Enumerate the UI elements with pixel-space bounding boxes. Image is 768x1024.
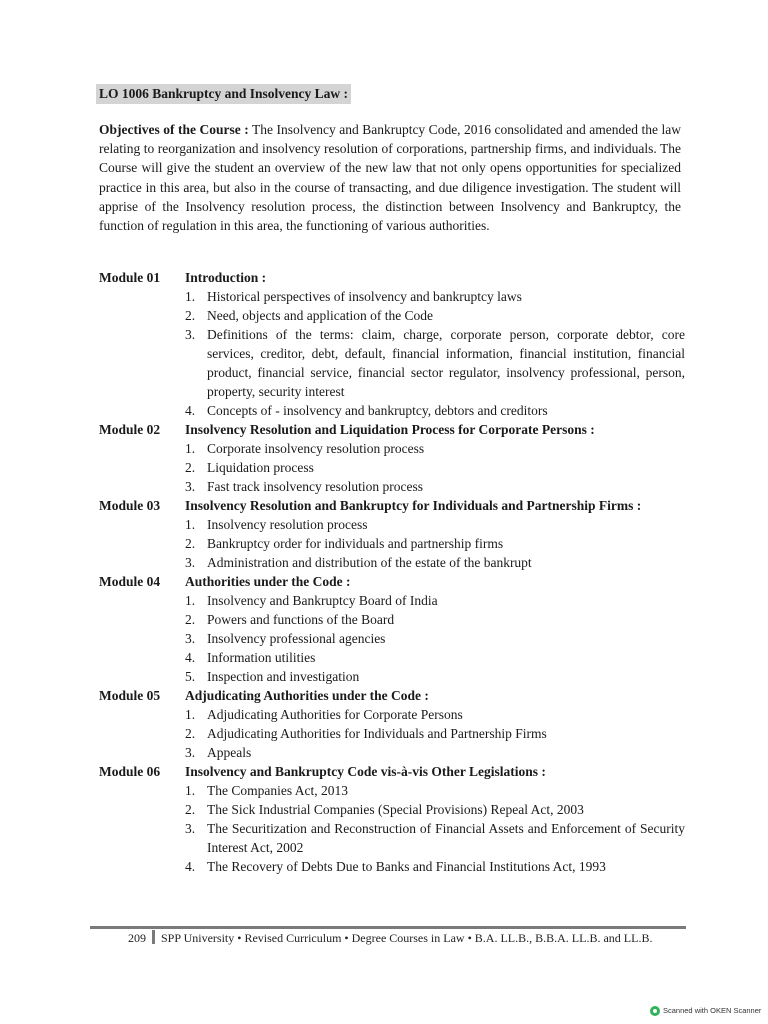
module-title: Insolvency and Bankruptcy Code vis-à-vis Other Legislations : xyxy=(185,764,546,779)
item-number: 1. xyxy=(185,441,196,456)
list-item xyxy=(185,705,685,724)
item-number: 4. xyxy=(185,650,196,665)
item-number: 1. xyxy=(185,593,196,608)
course-heading: LO 1006 Bankruptcy and Insolvency Law : xyxy=(96,84,351,104)
module-06 xyxy=(99,762,685,876)
footer-divider xyxy=(90,926,686,929)
list-item xyxy=(185,534,685,553)
item-text: Adjudicating Authorities for Individuals and Partnership Firms xyxy=(207,726,547,741)
item-number: 2. xyxy=(185,536,196,551)
item-number: 1. xyxy=(185,517,196,532)
scanner-logo-icon xyxy=(650,1006,660,1016)
module-items xyxy=(185,705,685,762)
module-02 xyxy=(99,420,685,496)
list-item xyxy=(185,401,685,420)
item-text: Concepts of - insolvency and bankruptcy, debtors and creditors xyxy=(207,403,548,418)
list-item xyxy=(185,515,685,534)
item-number: 2. xyxy=(185,802,196,817)
scanner-watermark-text: Scanned with OKEN Scanner xyxy=(663,1006,762,1015)
item-number: 2. xyxy=(185,726,196,741)
item-text: Historical perspectives of insolvency and bankruptcy laws xyxy=(207,289,522,304)
module-05 xyxy=(99,686,685,762)
module-label: Module 04 xyxy=(99,574,161,589)
list-item xyxy=(185,325,685,401)
item-text: The Sick Industrial Companies (Special Provisions) Repeal Act, 2003 xyxy=(207,802,584,817)
list-item xyxy=(185,553,685,572)
item-number: 1. xyxy=(185,707,196,722)
list-item xyxy=(185,667,685,686)
item-number: 4. xyxy=(185,859,196,874)
list-item xyxy=(185,439,685,458)
footer-caption: SPP University • Revised Curriculum • Degree Courses in Law • B.A. LL.B., B.B.A. LL.B. and LL.B. xyxy=(161,931,653,945)
module-title: Adjudicating Authorities under the Code : xyxy=(185,688,429,703)
module-label: Module 03 xyxy=(99,498,161,513)
item-text: Inspection and investigation xyxy=(207,669,360,684)
item-text: Information utilities xyxy=(207,650,316,665)
list-item xyxy=(185,306,685,325)
item-text: Insolvency and Bankruptcy Board of India xyxy=(207,593,438,608)
item-number: 4. xyxy=(185,403,196,418)
item-text: Insolvency professional agencies xyxy=(207,631,386,646)
module-title: Authorities under the Code : xyxy=(185,574,351,589)
item-text: Liquidation process xyxy=(207,460,314,475)
item-number: 3. xyxy=(185,327,196,342)
item-text: Administration and distribution of the estate of the bankrupt xyxy=(207,555,532,570)
module-items xyxy=(185,591,685,686)
item-number: 3. xyxy=(185,821,196,836)
item-text: The Companies Act, 2013 xyxy=(207,783,348,798)
list-item xyxy=(185,287,685,306)
item-text: Definitions of the terms: claim, charge, corporate person, corporate debtor, core services, creditor, debt, default, financial information, financial institution, financial product, financial service, financial sector regulator, insolvency professional, person, property, security interest xyxy=(207,327,685,399)
module-label: Module 01 xyxy=(99,270,161,285)
list-item xyxy=(185,648,685,667)
module-label: Module 05 xyxy=(99,688,161,703)
list-item xyxy=(185,781,685,800)
item-text: Adjudicating Authorities for Corporate Persons xyxy=(207,707,463,722)
module-03 xyxy=(99,496,685,572)
objectives-text: The Insolvency and Bankruptcy Code, 2016 consolidated and amended the law relating to reorganization and insolvency resolution of corporations, partnership firms, and individuals. The Course will give the student an overview of the new law that not only opens opportunities for specialized practice in this area, but also in the course of transacting, and due diligence investigation. The student will apprise of the Insolvency resolution process, the distinction between Insolvency and Bankruptcy, the function of regulation in this area, the functioning of various authorities. xyxy=(99,122,681,234)
item-text: Corporate insolvency resolution process xyxy=(207,441,425,456)
module-items xyxy=(185,287,685,420)
item-number: 2. xyxy=(185,308,196,323)
item-number: 2. xyxy=(185,612,196,627)
item-text: The Recovery of Debts Due to Banks and Financial Institutions Act, 1993 xyxy=(207,859,606,874)
item-text: Need, objects and application of the Code xyxy=(207,308,434,323)
page-number: 209 xyxy=(128,931,146,945)
module-01 xyxy=(99,268,685,420)
list-item xyxy=(185,724,685,743)
item-number: 2. xyxy=(185,460,196,475)
list-item xyxy=(185,857,685,876)
module-items xyxy=(185,781,685,876)
list-item xyxy=(185,743,685,762)
item-text: Appeals xyxy=(207,745,252,760)
list-item xyxy=(185,458,685,477)
objectives-paragraph xyxy=(99,120,681,235)
scanner-watermark xyxy=(650,1005,761,1017)
item-text: The Securitization and Reconstruction of Financial Assets and Enforcement of Security Interest Act, 2002 xyxy=(207,821,685,855)
list-item xyxy=(185,610,685,629)
item-text: Insolvency resolution process xyxy=(207,517,368,532)
item-number: 3. xyxy=(185,479,196,494)
page-footer xyxy=(128,930,652,946)
item-number: 3. xyxy=(185,745,196,760)
footer-separator-bar xyxy=(152,930,155,944)
list-item xyxy=(185,629,685,648)
item-text: Powers and functions of the Board xyxy=(207,612,395,627)
list-item xyxy=(185,591,685,610)
modules-list xyxy=(99,268,685,876)
item-number: 5. xyxy=(185,669,196,684)
module-items xyxy=(185,439,685,496)
list-item xyxy=(185,800,685,819)
list-item xyxy=(185,477,685,496)
item-number: 1. xyxy=(185,783,196,798)
module-title: Introduction : xyxy=(185,270,267,285)
module-items xyxy=(185,515,685,572)
item-number: 3. xyxy=(185,555,196,570)
module-title: Insolvency Resolution and Liquidation Process for Corporate Persons : xyxy=(185,422,595,437)
module-label: Module 06 xyxy=(99,764,161,779)
objectives-label: Objectives of the Course : xyxy=(99,122,249,137)
module-04 xyxy=(99,572,685,686)
module-title: Insolvency Resolution and Bankruptcy for Individuals and Partnership Firms : xyxy=(185,498,642,513)
item-text: Fast track insolvency resolution process xyxy=(207,479,423,494)
list-item xyxy=(185,819,685,857)
module-label: Module 02 xyxy=(99,422,161,437)
item-number: 1. xyxy=(185,289,196,304)
item-number: 3. xyxy=(185,631,196,646)
item-text: Bankruptcy order for individuals and partnership firms xyxy=(207,536,504,551)
